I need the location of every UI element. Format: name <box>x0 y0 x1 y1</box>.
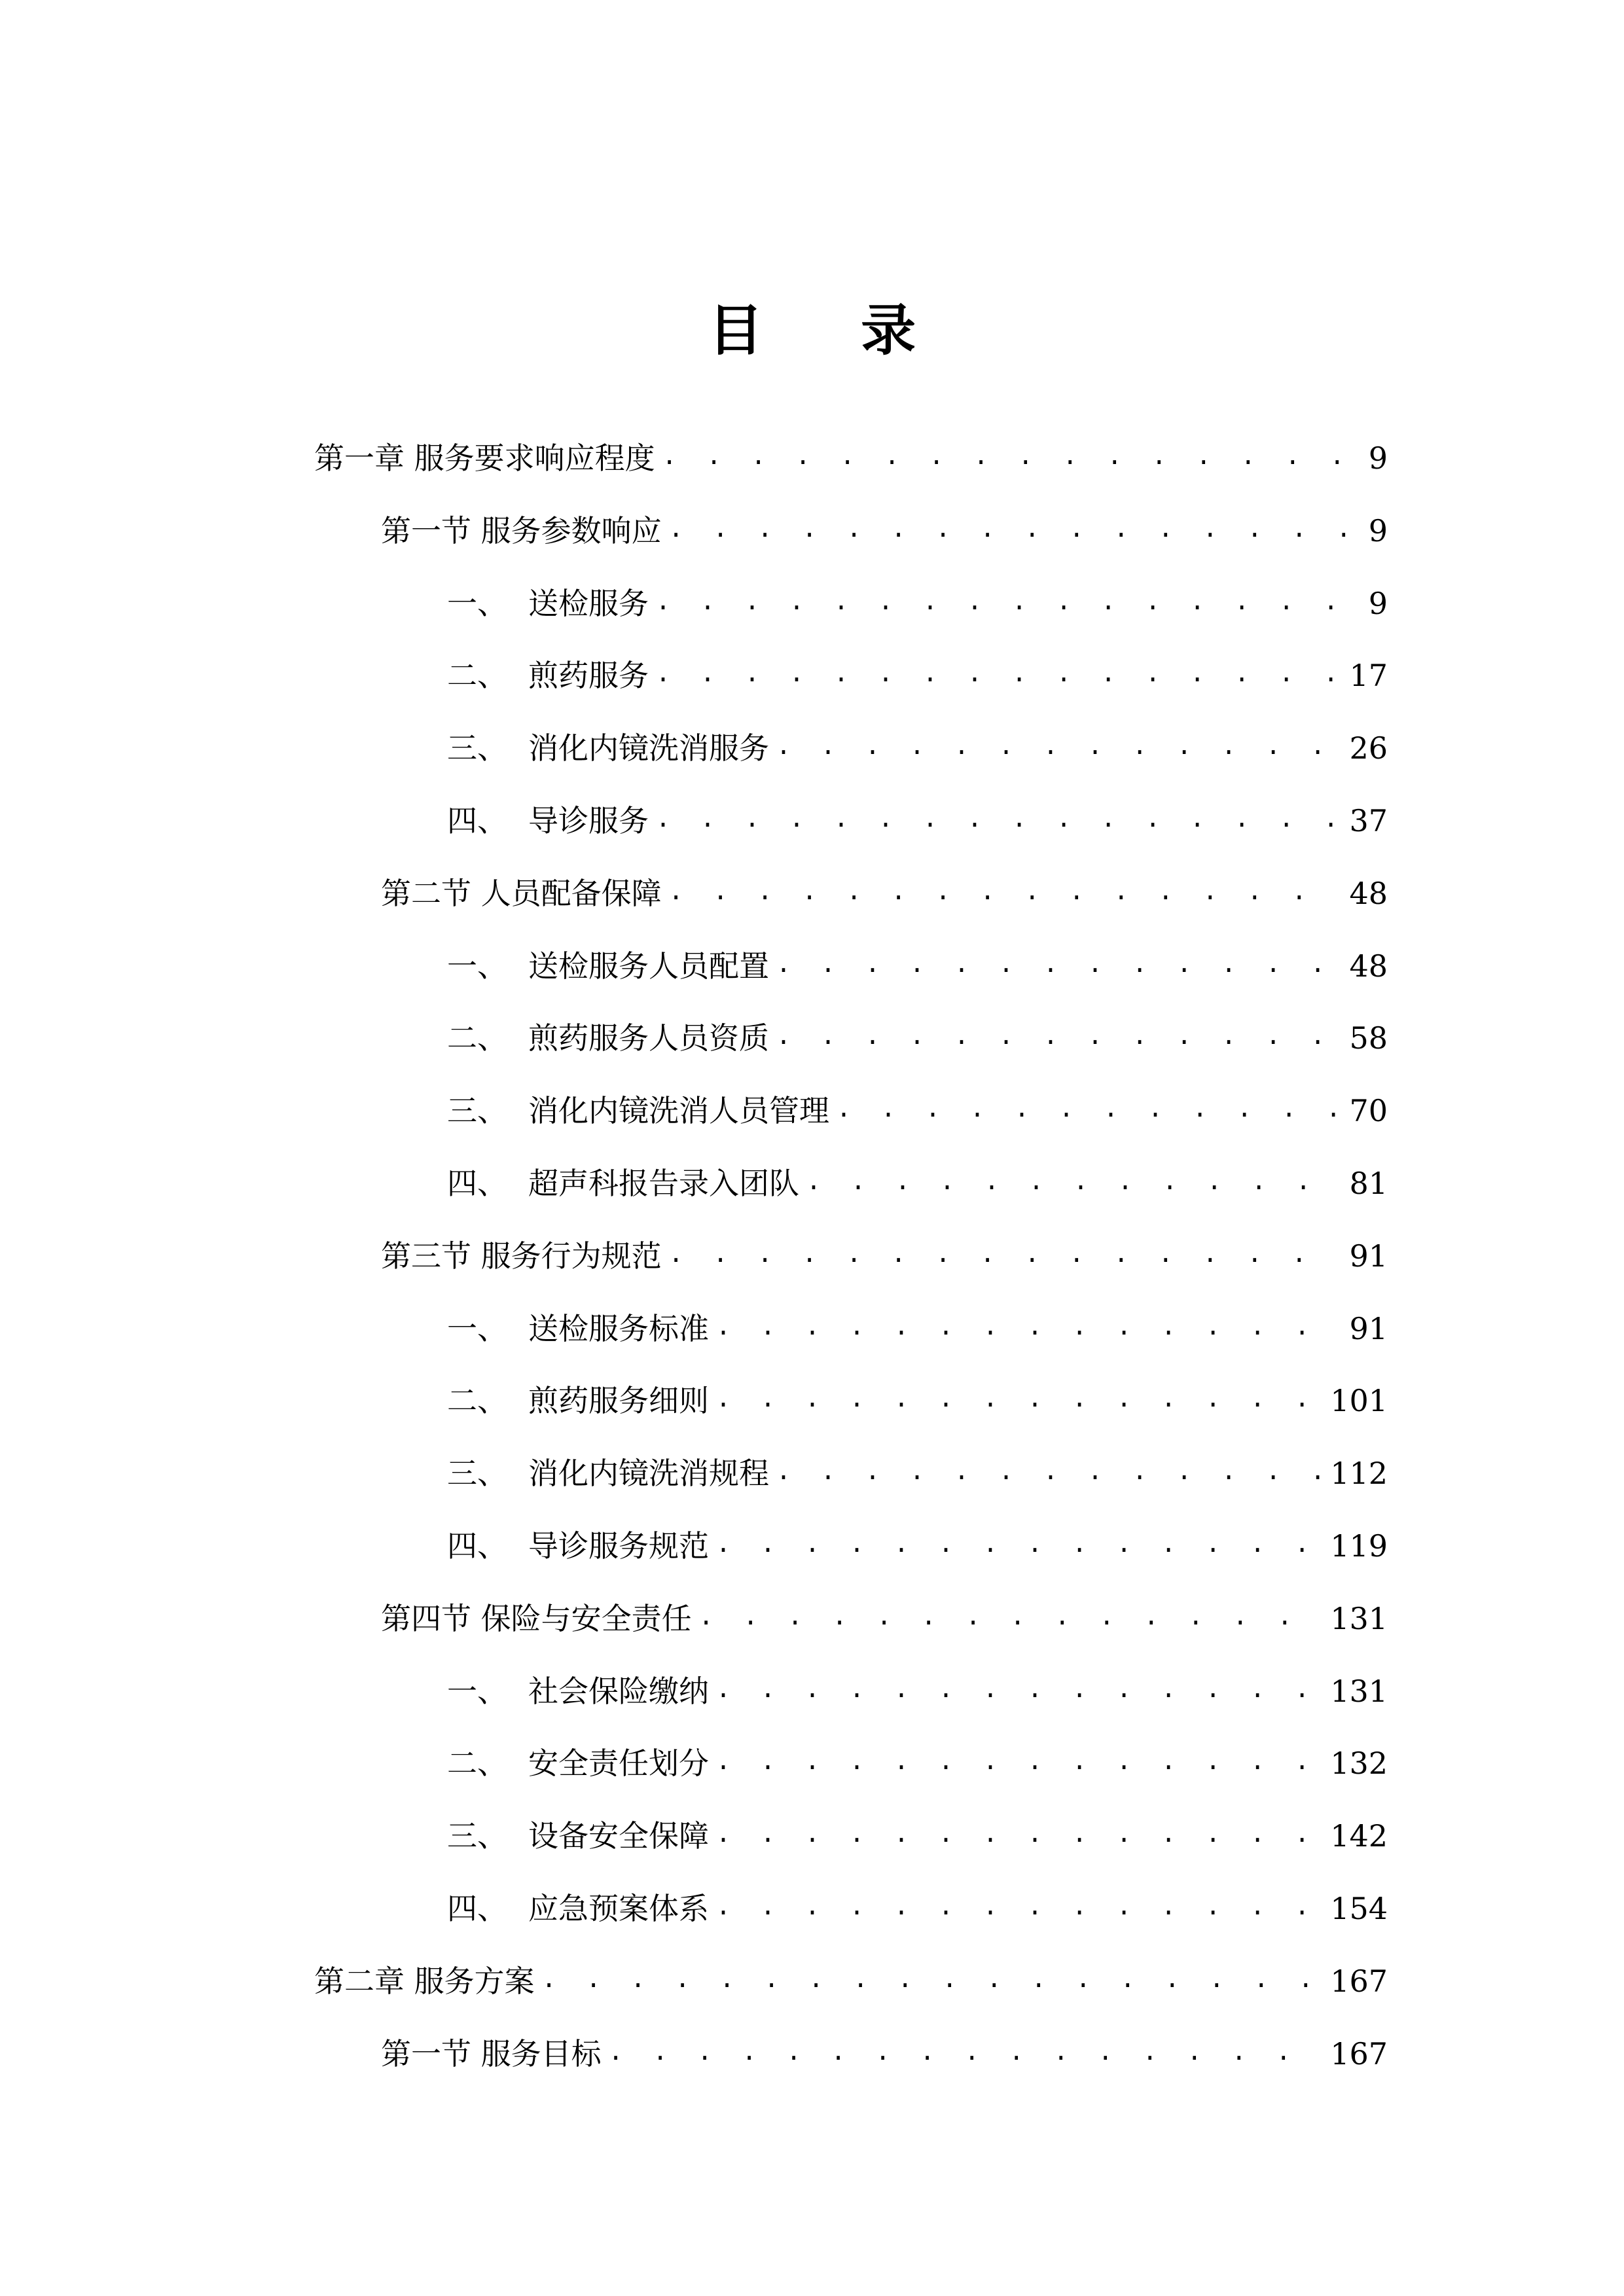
toc-entry-page: 154 <box>1330 1891 1388 1926</box>
toc-entry-label: 消化内镜洗消服务 <box>528 730 769 766</box>
dot-leader <box>806 1151 1340 1216</box>
toc-entry-number: 四、 <box>447 1891 507 1926</box>
dot-leader <box>715 1368 1321 1433</box>
toc-entry-label: 导诊服务规范 <box>528 1528 709 1564</box>
toc-entry-number: 三、 <box>447 1818 507 1854</box>
toc-entry-page: 81 <box>1349 1166 1388 1201</box>
dot-leader <box>668 1223 1341 1289</box>
toc-entry-page: 131 <box>1330 1600 1388 1636</box>
toc-entry-page: 112 <box>1330 1456 1388 1492</box>
toc-entry-label: 第三节 服务行为规范 <box>381 1238 662 1274</box>
toc-entry-label: 设备安全保障 <box>528 1818 709 1854</box>
toc-entry[interactable] <box>447 1803 1388 1869</box>
toc-entry-number: 四、 <box>447 1166 507 1201</box>
toc-entry-page: 9 <box>1368 440 1388 476</box>
toc-entry-page: 142 <box>1330 1818 1388 1854</box>
toc-entry-label: 第一章 服务要求响应程度 <box>314 440 655 476</box>
toc-entry-page: 9 <box>1368 512 1388 548</box>
toc-entry-label: 送检服务 <box>528 585 649 621</box>
toc-entry[interactable] <box>381 1223 1388 1289</box>
toc-entry[interactable] <box>447 1876 1388 1941</box>
dot-leader <box>776 1005 1340 1071</box>
dot-leader <box>715 1731 1321 1796</box>
toc-entry-page: 132 <box>1330 1746 1388 1782</box>
toc-entry-label: 第一节 服务参数响应 <box>381 512 662 548</box>
toc-entry-number: 二、 <box>447 1746 507 1782</box>
toc-entry[interactable] <box>447 1296 1388 1361</box>
dot-leader <box>715 1659 1321 1724</box>
toc-entry[interactable] <box>447 1441 1388 1506</box>
toc-entry[interactable] <box>447 1659 1388 1724</box>
dot-leader <box>836 1078 1340 1143</box>
toc-entry-page: 58 <box>1349 1020 1388 1056</box>
toc-entry-label: 煎药服务细则 <box>528 1383 709 1419</box>
toc-entry-number: 一、 <box>447 1673 507 1709</box>
toc-entry-page: 101 <box>1330 1383 1388 1419</box>
dot-leader <box>715 1876 1321 1941</box>
toc-entry[interactable] <box>381 498 1388 564</box>
toc-entry-label: 煎药服务人员资质 <box>528 1020 769 1056</box>
toc-entry-label: 送检服务标准 <box>528 1310 709 1346</box>
dot-leader <box>608 2021 1322 2087</box>
dot-leader <box>776 1441 1321 1506</box>
toc-entry-page: 26 <box>1349 730 1388 766</box>
dot-leader <box>715 1803 1321 1869</box>
toc-entry-number: 三、 <box>447 1456 507 1492</box>
toc-entry-page: 91 <box>1349 1238 1388 1274</box>
toc-entry-label: 应急预案体系 <box>528 1891 709 1926</box>
dot-leader <box>655 571 1360 636</box>
dot-leader <box>715 1513 1321 1579</box>
toc-entry[interactable] <box>447 1005 1388 1071</box>
toc-entry-number: 一、 <box>447 1310 507 1346</box>
toc-entry-label: 超声科报告录入团队 <box>528 1166 799 1201</box>
dot-leader <box>662 425 1360 491</box>
toc-entry[interactable] <box>381 1586 1388 1651</box>
toc-entry[interactable] <box>447 1731 1388 1796</box>
toc-entry-number: 四、 <box>447 803 507 838</box>
toc-entry-number: 一、 <box>447 948 507 984</box>
toc-entry[interactable] <box>447 643 1388 708</box>
dot-leader <box>668 861 1341 926</box>
dot-leader <box>776 715 1340 781</box>
toc-entry-page: 91 <box>1349 1310 1388 1346</box>
toc-entry-label: 消化内镜洗消规程 <box>528 1456 769 1492</box>
dot-leader <box>541 1948 1322 2014</box>
toc-entry-number: 三、 <box>447 1093 507 1129</box>
toc-entry-page: 167 <box>1330 2036 1388 2072</box>
toc-entry-label: 安全责任划分 <box>528 1746 709 1782</box>
toc-entry[interactable] <box>447 1078 1388 1143</box>
toc-entry[interactable] <box>447 571 1388 636</box>
toc-entry-label: 煎药服务 <box>528 658 649 694</box>
toc-entry-page: 70 <box>1349 1093 1388 1129</box>
toc-entry-number: 一、 <box>447 585 507 621</box>
toc-entry-page: 37 <box>1349 803 1388 838</box>
toc-entry-label: 第二章 服务方案 <box>314 1963 535 1999</box>
toc-entry-number: 四、 <box>447 1528 507 1564</box>
toc-entry-number: 二、 <box>447 1383 507 1419</box>
toc-entry[interactable] <box>447 933 1388 999</box>
toc-entry[interactable] <box>447 788 1388 853</box>
toc-entry-page: 167 <box>1330 1963 1388 1999</box>
toc-entry[interactable] <box>447 1368 1388 1433</box>
toc-entry-label: 导诊服务 <box>528 803 649 838</box>
toc-entry-label: 第二节 人员配备保障 <box>381 875 662 911</box>
toc-entry[interactable] <box>314 425 1388 491</box>
toc-entry-page: 119 <box>1330 1528 1388 1564</box>
toc-entry-label: 第一节 服务目标 <box>381 2036 602 2072</box>
page-title: 目 录 <box>708 298 956 363</box>
dot-leader <box>698 1586 1322 1651</box>
toc-entry-label: 送检服务人员配置 <box>528 948 769 984</box>
dot-leader <box>715 1296 1340 1361</box>
dot-leader <box>668 498 1360 564</box>
dot-leader <box>655 788 1340 853</box>
dot-leader <box>655 643 1340 708</box>
toc-entry[interactable] <box>447 1513 1388 1579</box>
toc-entry-number: 二、 <box>447 1020 507 1056</box>
toc-entry-page: 48 <box>1349 948 1388 984</box>
toc-entry-label: 社会保险缴纳 <box>528 1673 709 1709</box>
toc-entry-number: 三、 <box>447 730 507 766</box>
dot-leader <box>776 933 1340 999</box>
toc-entry[interactable] <box>314 1948 1388 2014</box>
toc-entry-page: 48 <box>1349 875 1388 911</box>
toc-entry[interactable] <box>381 2021 1388 2087</box>
toc-entry-number: 二、 <box>447 658 507 694</box>
toc-entry[interactable] <box>447 1151 1388 1216</box>
toc-entry[interactable] <box>447 715 1388 781</box>
toc-entry-page: 9 <box>1368 585 1388 621</box>
toc-entry-label: 第四节 保险与安全责任 <box>381 1600 692 1636</box>
toc-entry-page: 17 <box>1349 658 1388 694</box>
toc-entry-page: 131 <box>1330 1673 1388 1709</box>
toc-entry[interactable] <box>381 861 1388 926</box>
toc-entry-label: 消化内镜洗消人员管理 <box>528 1093 829 1129</box>
